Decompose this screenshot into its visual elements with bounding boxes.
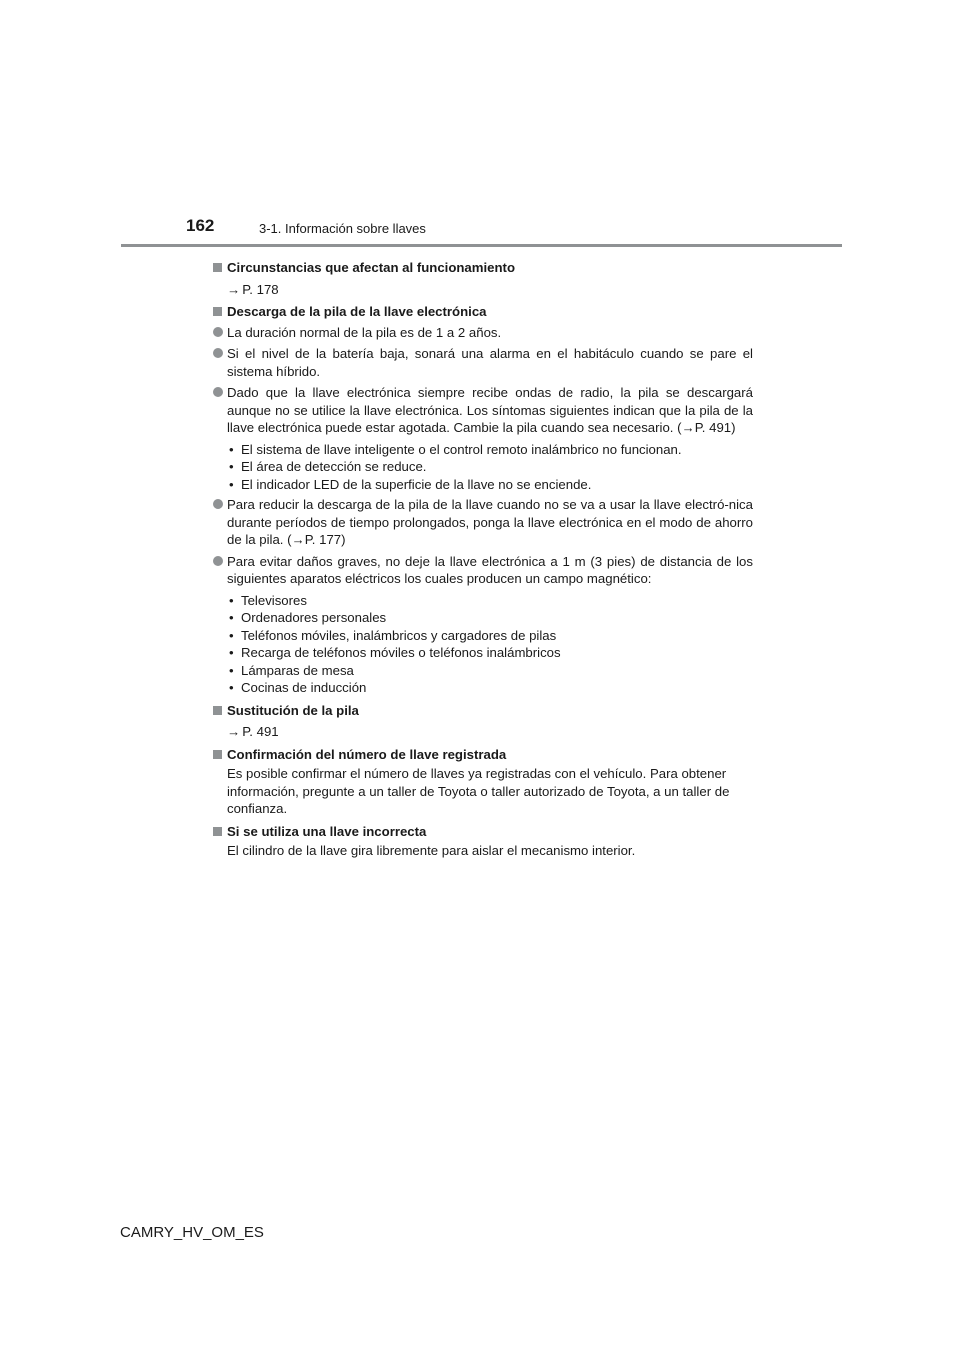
bullet-text: Para evitar daños graves, no deje la llave electrónica a 1 m (3 pies) de distancia de los siguientes aparatos eléctricos los cuales producen un campo magnético:	[227, 553, 753, 586]
dot-icon: •	[229, 610, 234, 625]
list-item-text: Televisores	[241, 592, 307, 608]
reference-text: P. 491	[242, 724, 279, 739]
page-reference	[213, 281, 753, 299]
dot-icon: •	[229, 476, 234, 492]
section-heading	[213, 746, 753, 764]
list-item	[227, 609, 753, 627]
arrow-right-icon: →	[227, 724, 241, 739]
list-item-text: Lámparas de mesa	[241, 662, 354, 678]
appliance-list	[213, 592, 753, 697]
page-reference	[213, 723, 753, 741]
round-bullet-icon	[213, 499, 223, 509]
list-item-text: Ordenadores personales	[241, 610, 387, 625]
bullet-text: Para reducir la descarga de la pila de la llave cuando no se va a usar la llave electró-nica durante períodos de tiempo prolongados, ponga la llave electrónica en el modo de ahorro de la pila. (→P. 177)	[227, 497, 753, 547]
square-bullet-icon	[213, 750, 222, 759]
bullet-item	[213, 496, 753, 549]
list-item-text: Cocinas de inducción	[241, 680, 367, 695]
page-number: 162	[186, 216, 215, 235]
round-bullet-icon	[213, 348, 223, 358]
list-item	[227, 627, 753, 645]
square-bullet-icon	[213, 307, 222, 316]
list-item-text: El área de detección se reduce.	[241, 459, 427, 474]
list-item	[227, 644, 753, 662]
heading-text: Circunstancias que afectan al funcionamiento	[227, 260, 515, 275]
list-item	[227, 441, 753, 459]
list-item	[227, 592, 753, 610]
list-item	[227, 662, 753, 680]
section-heading	[213, 702, 753, 720]
list-item-text: Teléfonos móviles, inalámbricos y cargadores de pilas	[241, 627, 557, 643]
section-heading	[213, 303, 753, 321]
main-content	[213, 254, 753, 864]
list-item-text: Recarga de teléfonos móviles o teléfonos inalámbricos	[241, 645, 561, 660]
bullet-item	[213, 324, 753, 342]
square-bullet-icon	[213, 263, 222, 272]
dot-icon: •	[229, 662, 234, 678]
bullet-item	[213, 384, 753, 437]
dot-icon: •	[229, 459, 234, 474]
arrow-right-icon: →	[227, 281, 241, 297]
square-bullet-icon	[213, 706, 222, 715]
bullet-text: Dado que la llave electrónica siempre recibe ondas de radio, la pila se descargará aunque no se utilice la llave electrónica. Los síntomas siguientes indican que la pila de la llave electrónica puede estar agotada. Cambie la pila cuando sea necesario. (→P. 491)	[227, 385, 753, 435]
heading-text: Sustitución de la pila	[227, 702, 359, 718]
section-header: 3-1. Información sobre llaves	[259, 221, 426, 236]
square-bullet-icon	[213, 827, 222, 836]
list-item-text: El sistema de llave inteligente o el control remoto inalámbrico no funcionan.	[241, 441, 682, 457]
round-bullet-icon	[213, 327, 223, 337]
section-heading	[213, 259, 753, 277]
reference-text: P. 178	[242, 281, 279, 297]
paragraph: Es posible confirmar el número de llaves ya registradas con el vehículo. Para obtener información, pregunte a un taller de Toyota o taller autorizado de Toyota, a un taller de confianza.	[227, 766, 730, 816]
dot-icon: •	[229, 645, 234, 660]
heading-text: Descarga de la pila de la llave electrónica	[227, 304, 487, 319]
header-rule	[121, 244, 842, 247]
round-bullet-icon	[213, 556, 223, 566]
bullet-item	[213, 345, 753, 380]
list-item	[227, 679, 753, 697]
bullet-text: La duración normal de la pila es de 1 a 2 años.	[227, 324, 502, 340]
dot-icon: •	[229, 627, 234, 643]
dot-icon: •	[229, 441, 234, 457]
heading-text: Confirmación del número de llave registrada	[227, 746, 507, 762]
list-item	[227, 476, 753, 494]
section-heading	[213, 823, 753, 841]
paragraph: El cilindro de la llave gira libremente para aislar el mecanismo interior.	[227, 843, 636, 858]
dot-icon: •	[229, 680, 234, 695]
bullet-text: Si el nivel de la batería baja, sonará una alarma en el habitáculo cuando se pare el sistema híbrido.	[227, 346, 753, 379]
symptom-list	[213, 441, 753, 494]
list-item	[227, 458, 753, 476]
bullet-item	[213, 553, 753, 588]
dot-icon: •	[229, 592, 234, 608]
document-code: CAMRY_HV_OM_ES	[120, 1224, 264, 1241]
heading-text: Si se utiliza una llave incorrecta	[227, 823, 427, 839]
round-bullet-icon	[213, 387, 223, 397]
list-item-text: El indicador LED de la superficie de la llave no se enciende.	[241, 476, 592, 492]
